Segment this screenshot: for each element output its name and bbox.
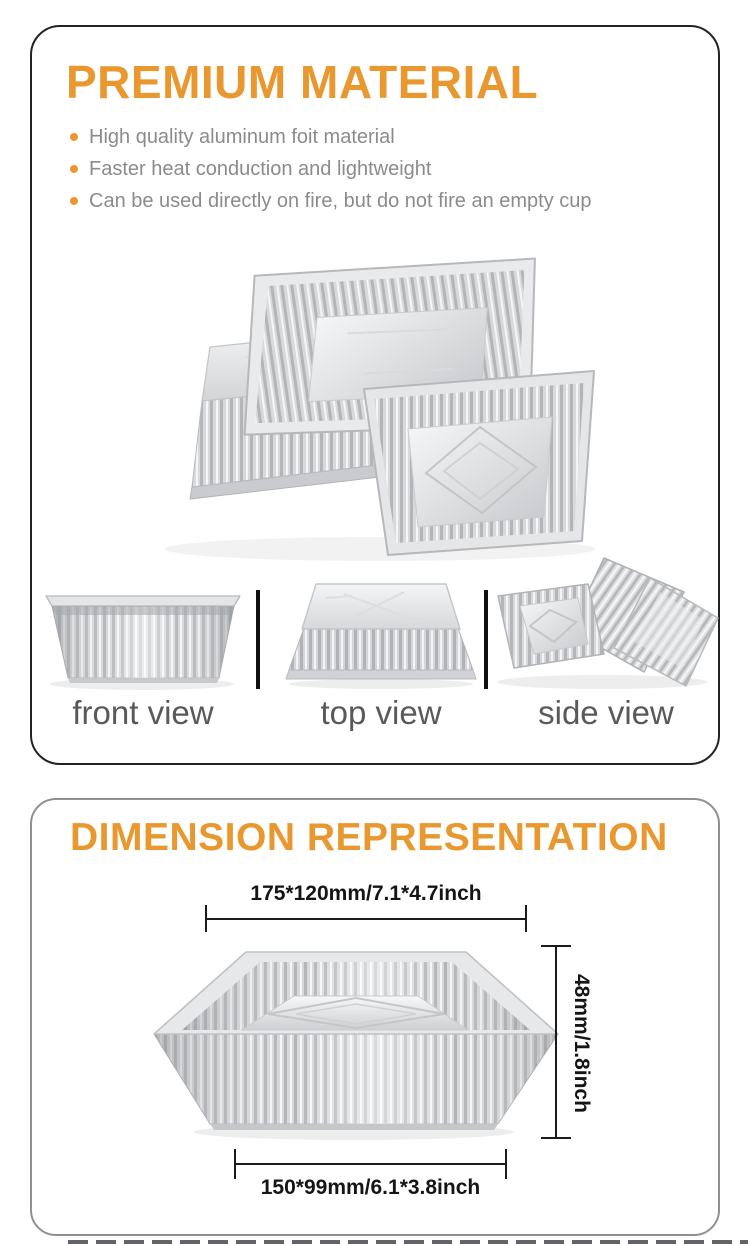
side-view-label: side view bbox=[538, 694, 674, 731]
feature-text: Can be used directly on fire, but do not fire an empty cup bbox=[89, 190, 592, 212]
height-dimension-line bbox=[555, 945, 557, 1139]
feature-text: High quality aluminum foit material bbox=[89, 126, 395, 148]
feature-item bbox=[70, 190, 592, 212]
feature-item bbox=[70, 158, 431, 180]
premium-material-title: PREMIUM MATERIAL bbox=[66, 56, 539, 108]
bottom-dimension-line bbox=[234, 1163, 507, 1165]
top-view-label: top view bbox=[320, 694, 442, 731]
main-product-photo bbox=[150, 229, 612, 565]
side-view-image bbox=[492, 548, 720, 692]
dimension-tick bbox=[205, 905, 207, 932]
premium-material-card bbox=[30, 25, 720, 765]
top-dimension-line bbox=[205, 918, 527, 920]
dimension-tick bbox=[234, 1149, 236, 1179]
next-section-edge bbox=[68, 1240, 748, 1244]
front-view-image bbox=[40, 578, 246, 692]
bullet-dot-icon bbox=[70, 133, 78, 141]
bottom-dimension-label: 150*99mm/6.1*3.8inch bbox=[260, 1176, 481, 1199]
view-divider bbox=[256, 590, 260, 689]
feature-item bbox=[70, 126, 395, 148]
bullet-dot-icon bbox=[70, 197, 78, 205]
height-dimension-label: 48mm/1.8inch bbox=[570, 973, 593, 1113]
bullet-dot-icon bbox=[70, 165, 78, 173]
dimension-tick bbox=[525, 905, 527, 932]
top-dimension-label: 175*120mm/7.1*4.7inch bbox=[250, 882, 482, 905]
feature-text: Faster heat conduction and lightweight bbox=[89, 158, 432, 180]
top-view-image bbox=[282, 572, 480, 692]
dimension-product-photo bbox=[144, 938, 568, 1142]
view-divider bbox=[484, 590, 488, 689]
front-view-label: front view bbox=[72, 694, 214, 731]
dimension-tick bbox=[505, 1149, 507, 1179]
dimension-card bbox=[30, 798, 720, 1236]
dimension-title: DIMENSION REPRESENTATION bbox=[70, 816, 668, 859]
